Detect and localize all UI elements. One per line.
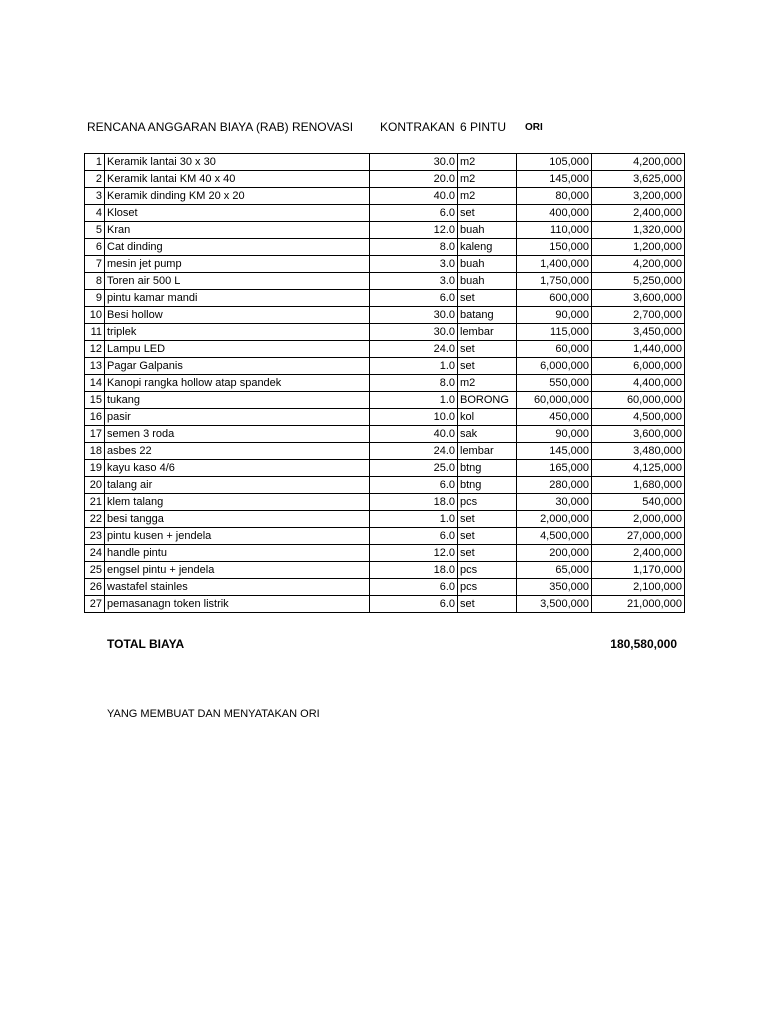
item-name-cell: Pagar Galpanis <box>105 358 370 375</box>
item-name-cell: engsel pintu + jendela <box>105 562 370 579</box>
quantity-cell: 24.0 <box>370 341 458 358</box>
unit-cell: m2 <box>458 188 517 205</box>
row-number-cell: 14 <box>85 375 105 392</box>
unit-cell: set <box>458 358 517 375</box>
unit-cell: set <box>458 545 517 562</box>
row-number-cell: 25 <box>85 562 105 579</box>
quantity-cell: 30.0 <box>370 154 458 171</box>
quantity-cell: 30.0 <box>370 324 458 341</box>
quantity-cell: 10.0 <box>370 409 458 426</box>
item-name-cell: Cat dinding <box>105 239 370 256</box>
line-total-cell: 3,200,000 <box>592 188 685 205</box>
line-total-cell: 1,170,000 <box>592 562 685 579</box>
row-number-cell: 15 <box>85 392 105 409</box>
row-number-cell: 26 <box>85 579 105 596</box>
line-total-cell: 2,000,000 <box>592 511 685 528</box>
unit-cell: kaleng <box>458 239 517 256</box>
table-row <box>85 358 685 375</box>
row-number-cell: 17 <box>85 426 105 443</box>
unit-cell: btng <box>458 477 517 494</box>
item-name-cell: pintu kusen + jendela <box>105 528 370 545</box>
unit-cell: buah <box>458 256 517 273</box>
table-row <box>85 375 685 392</box>
unit-price-cell: 200,000 <box>517 545 592 562</box>
row-number-cell: 16 <box>85 409 105 426</box>
item-name-cell: Keramik dinding KM 20 x 20 <box>105 188 370 205</box>
item-name-cell: Kran <box>105 222 370 239</box>
line-total-cell: 3,625,000 <box>592 171 685 188</box>
item-name-cell: Keramik lantai KM 40 x 40 <box>105 171 370 188</box>
line-total-cell: 2,700,000 <box>592 307 685 324</box>
item-name-cell: pemasanagn token listrik <box>105 596 370 613</box>
row-number-cell: 20 <box>85 477 105 494</box>
table-row <box>85 426 685 443</box>
quantity-cell: 25.0 <box>370 460 458 477</box>
row-number-cell: 5 <box>85 222 105 239</box>
item-name-cell: talang air <box>105 477 370 494</box>
line-total-cell: 3,480,000 <box>592 443 685 460</box>
unit-price-cell: 280,000 <box>517 477 592 494</box>
document-title: RENCANA ANGGARAN BIAYA (RAB) RENOVASI <box>87 120 354 134</box>
table-row <box>85 273 685 290</box>
unit-price-cell: 80,000 <box>517 188 592 205</box>
table-row <box>85 324 685 341</box>
table-row <box>85 596 685 613</box>
row-number-cell: 2 <box>85 171 105 188</box>
item-name-cell: Kloset <box>105 205 370 222</box>
unit-price-cell: 150,000 <box>517 239 592 256</box>
table-row <box>85 579 685 596</box>
unit-cell: m2 <box>458 375 517 392</box>
unit-cell: pcs <box>458 494 517 511</box>
row-number-cell: 8 <box>85 273 105 290</box>
table-row <box>85 154 685 171</box>
unit-price-cell: 400,000 <box>517 205 592 222</box>
table-row <box>85 290 685 307</box>
item-name-cell: triplek <box>105 324 370 341</box>
unit-cell: lembar <box>458 443 517 460</box>
quantity-cell: 40.0 <box>370 188 458 205</box>
total-value: 180,580,000 <box>610 637 677 651</box>
unit-price-cell: 550,000 <box>517 375 592 392</box>
unit-price-cell: 60,000 <box>517 341 592 358</box>
line-total-cell: 540,000 <box>592 494 685 511</box>
quantity-cell: 6.0 <box>370 596 458 613</box>
line-total-cell: 4,200,000 <box>592 256 685 273</box>
item-name-cell: mesin jet pump <box>105 256 370 273</box>
unit-price-cell: 600,000 <box>517 290 592 307</box>
table-row <box>85 239 685 256</box>
quantity-cell: 40.0 <box>370 426 458 443</box>
unit-price-cell: 4,500,000 <box>517 528 592 545</box>
unit-cell: set <box>458 528 517 545</box>
unit-cell: pcs <box>458 562 517 579</box>
unit-price-cell: 105,000 <box>517 154 592 171</box>
unit-cell: set <box>458 341 517 358</box>
quantity-cell: 8.0 <box>370 239 458 256</box>
unit-cell: set <box>458 205 517 222</box>
rab-table <box>84 153 685 613</box>
quantity-cell: 8.0 <box>370 375 458 392</box>
line-total-cell: 6,000,000 <box>592 358 685 375</box>
row-number-cell: 3 <box>85 188 105 205</box>
unit-price-cell: 145,000 <box>517 171 592 188</box>
row-number-cell: 21 <box>85 494 105 511</box>
item-name-cell: Kanopi rangka hollow atap spandek <box>105 375 370 392</box>
table-row <box>85 307 685 324</box>
line-total-cell: 5,250,000 <box>592 273 685 290</box>
quantity-cell: 6.0 <box>370 579 458 596</box>
unit-cell: set <box>458 290 517 307</box>
row-number-cell: 1 <box>85 154 105 171</box>
unit-price-cell: 115,000 <box>517 324 592 341</box>
row-number-cell: 18 <box>85 443 105 460</box>
line-total-cell: 60,000,000 <box>592 392 685 409</box>
statement-text: YANG MEMBUAT DAN MENYATAKAN ORI <box>107 708 320 720</box>
line-total-cell: 2,400,000 <box>592 205 685 222</box>
row-number-cell: 10 <box>85 307 105 324</box>
line-total-cell: 1,200,000 <box>592 239 685 256</box>
table-row <box>85 188 685 205</box>
unit-price-cell: 3,500,000 <box>517 596 592 613</box>
unit-price-cell: 60,000,000 <box>517 392 592 409</box>
line-total-cell: 1,320,000 <box>592 222 685 239</box>
project-units: 6 PINTU <box>460 120 507 134</box>
quantity-cell: 3.0 <box>370 273 458 290</box>
ori-tag: ORI <box>525 122 543 133</box>
quantity-cell: 30.0 <box>370 307 458 324</box>
line-total-cell: 21,000,000 <box>592 596 685 613</box>
table-row <box>85 562 685 579</box>
table-row <box>85 545 685 562</box>
row-number-cell: 13 <box>85 358 105 375</box>
line-total-cell: 3,450,000 <box>592 324 685 341</box>
item-name-cell: Lampu LED <box>105 341 370 358</box>
table-row <box>85 205 685 222</box>
line-total-cell: 1,680,000 <box>592 477 685 494</box>
table-row <box>85 341 685 358</box>
quantity-cell: 6.0 <box>370 528 458 545</box>
row-number-cell: 11 <box>85 324 105 341</box>
line-total-cell: 4,200,000 <box>592 154 685 171</box>
row-number-cell: 22 <box>85 511 105 528</box>
table-row <box>85 392 685 409</box>
quantity-cell: 6.0 <box>370 477 458 494</box>
table-row <box>85 443 685 460</box>
unit-cell: sak <box>458 426 517 443</box>
table-row <box>85 511 685 528</box>
item-name-cell: semen 3 roda <box>105 426 370 443</box>
total-label: TOTAL BIAYA <box>107 637 185 651</box>
table-row <box>85 494 685 511</box>
quantity-cell: 1.0 <box>370 511 458 528</box>
table-row <box>85 528 685 545</box>
line-total-cell: 27,000,000 <box>592 528 685 545</box>
unit-price-cell: 1,400,000 <box>517 256 592 273</box>
row-number-cell: 23 <box>85 528 105 545</box>
unit-cell: lembar <box>458 324 517 341</box>
unit-cell: m2 <box>458 171 517 188</box>
unit-price-cell: 2,000,000 <box>517 511 592 528</box>
unit-price-cell: 145,000 <box>517 443 592 460</box>
quantity-cell: 6.0 <box>370 205 458 222</box>
row-number-cell: 12 <box>85 341 105 358</box>
item-name-cell: kayu kaso 4/6 <box>105 460 370 477</box>
row-number-cell: 6 <box>85 239 105 256</box>
item-name-cell: Keramik lantai 30 x 30 <box>105 154 370 171</box>
quantity-cell: 1.0 <box>370 392 458 409</box>
unit-cell: batang <box>458 307 517 324</box>
line-total-cell: 2,100,000 <box>592 579 685 596</box>
item-name-cell: wastafel stainles <box>105 579 370 596</box>
row-number-cell: 27 <box>85 596 105 613</box>
unit-price-cell: 90,000 <box>517 307 592 324</box>
row-number-cell: 9 <box>85 290 105 307</box>
line-total-cell: 2,400,000 <box>592 545 685 562</box>
line-total-cell: 4,400,000 <box>592 375 685 392</box>
unit-cell: pcs <box>458 579 517 596</box>
unit-cell: buah <box>458 273 517 290</box>
item-name-cell: handle pintu <box>105 545 370 562</box>
unit-cell: set <box>458 596 517 613</box>
unit-price-cell: 6,000,000 <box>517 358 592 375</box>
unit-cell: buah <box>458 222 517 239</box>
table-row <box>85 256 685 273</box>
item-name-cell: tukang <box>105 392 370 409</box>
unit-cell: m2 <box>458 154 517 171</box>
row-number-cell: 19 <box>85 460 105 477</box>
row-number-cell: 7 <box>85 256 105 273</box>
item-name-cell: Besi hollow <box>105 307 370 324</box>
unit-cell: btng <box>458 460 517 477</box>
unit-price-cell: 450,000 <box>517 409 592 426</box>
quantity-cell: 1.0 <box>370 358 458 375</box>
line-total-cell: 3,600,000 <box>592 426 685 443</box>
line-total-cell: 1,440,000 <box>592 341 685 358</box>
item-name-cell: klem talang <box>105 494 370 511</box>
rab-table-body <box>85 154 685 613</box>
quantity-cell: 3.0 <box>370 256 458 273</box>
table-row <box>85 460 685 477</box>
row-number-cell: 4 <box>85 205 105 222</box>
unit-price-cell: 1,750,000 <box>517 273 592 290</box>
quantity-cell: 6.0 <box>370 290 458 307</box>
item-name-cell: besi tangga <box>105 511 370 528</box>
line-total-cell: 4,500,000 <box>592 409 685 426</box>
table-row <box>85 171 685 188</box>
quantity-cell: 18.0 <box>370 494 458 511</box>
unit-cell: set <box>458 511 517 528</box>
unit-cell: kol <box>458 409 517 426</box>
line-total-cell: 4,125,000 <box>592 460 685 477</box>
unit-cell: BORONG <box>458 392 517 409</box>
item-name-cell: pasir <box>105 409 370 426</box>
unit-price-cell: 90,000 <box>517 426 592 443</box>
unit-price-cell: 110,000 <box>517 222 592 239</box>
table-row <box>85 477 685 494</box>
unit-price-cell: 65,000 <box>517 562 592 579</box>
table-row <box>85 222 685 239</box>
quantity-cell: 18.0 <box>370 562 458 579</box>
row-number-cell: 24 <box>85 545 105 562</box>
quantity-cell: 24.0 <box>370 443 458 460</box>
quantity-cell: 12.0 <box>370 545 458 562</box>
unit-price-cell: 30,000 <box>517 494 592 511</box>
unit-price-cell: 165,000 <box>517 460 592 477</box>
item-name-cell: asbes 22 <box>105 443 370 460</box>
line-total-cell: 3,600,000 <box>592 290 685 307</box>
item-name-cell: pintu kamar mandi <box>105 290 370 307</box>
item-name-cell: Toren air 500 L <box>105 273 370 290</box>
project-name: KONTRAKAN <box>380 120 455 134</box>
unit-price-cell: 350,000 <box>517 579 592 596</box>
table-row <box>85 409 685 426</box>
quantity-cell: 12.0 <box>370 222 458 239</box>
quantity-cell: 20.0 <box>370 171 458 188</box>
